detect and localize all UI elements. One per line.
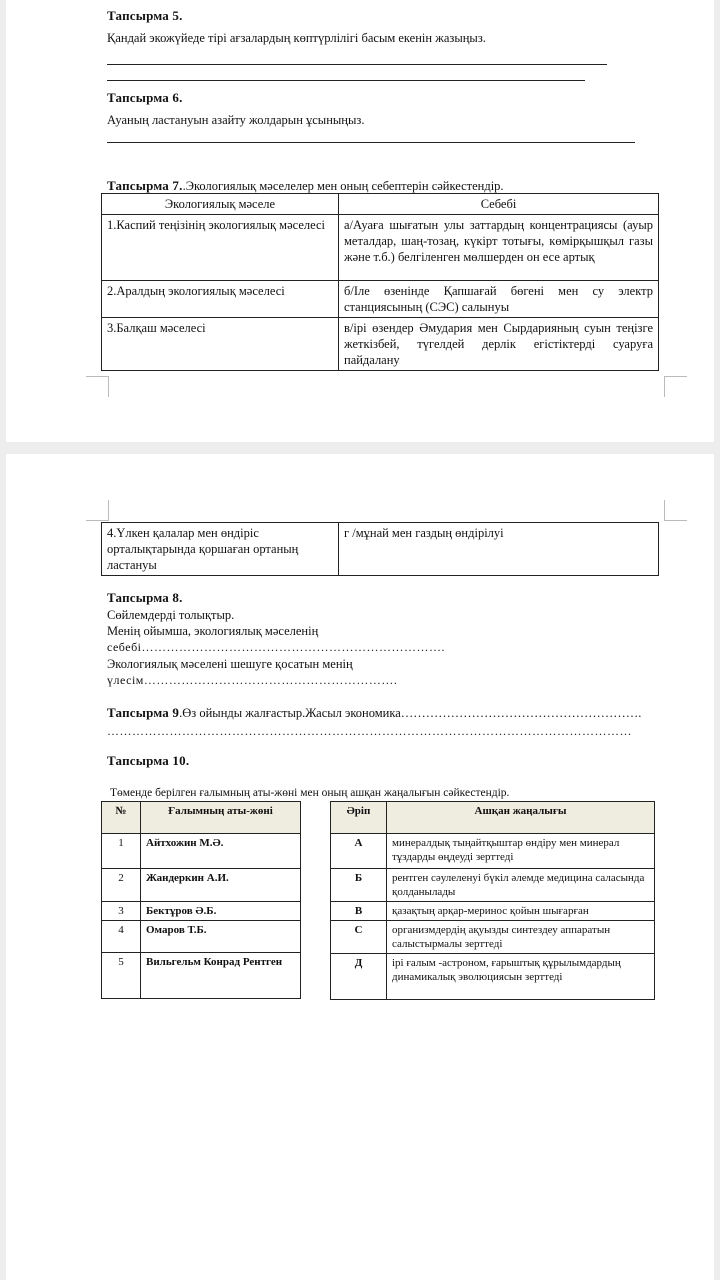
- row-number: 3: [102, 902, 141, 921]
- problem-cell: 4.Үлкен қалалар мен өндіріс орталықтарында қоршаған ортаның ластануы: [102, 523, 339, 576]
- discoveries-table: [330, 801, 655, 1000]
- task5-title: Тапсырма 5.: [107, 8, 183, 23]
- task6-title: Тапсырма 6.: [107, 90, 183, 105]
- column-header: Себебі: [339, 194, 659, 215]
- task7-heading: [107, 178, 504, 194]
- task9-dots: ………………………………………………………………………………………………………………: [107, 724, 632, 738]
- crop-mark: [664, 500, 687, 521]
- problem-cell: 3.Балқаш мәселесі: [102, 318, 339, 371]
- discovery-cell: ірі ғалым -астроном, ғарыштық құрылымдардың динамикалық эволюциясын зерттеді: [387, 954, 655, 1000]
- cause-cell: г /мұнай мен газдың өндірілуі: [339, 523, 659, 576]
- table-row: [331, 902, 655, 921]
- table-row: [331, 954, 655, 1000]
- problem-cell: 1.Каспий теңізінің экологиялық мәселесі: [102, 215, 339, 281]
- task7-instruction: .Экологиялық мәселелер мен оның себептерін сәйкестендір.: [182, 179, 504, 193]
- column-header: Ғалымның аты-жөні: [141, 802, 301, 834]
- scientists-table: [101, 801, 301, 999]
- task7-title: Тапсырма 7.: [107, 178, 183, 193]
- table-row: [102, 869, 301, 902]
- table-header-row: [331, 802, 655, 834]
- letter-cell: В: [331, 902, 387, 921]
- task8-line5: үлесім…………………………………………………….: [107, 673, 398, 687]
- table-row: [331, 834, 655, 869]
- letter-cell: С: [331, 921, 387, 954]
- table-row: [102, 921, 301, 953]
- task8-line3: себебі……………………………………………………………….: [107, 640, 446, 654]
- task10-title: Тапсырма 10.: [107, 753, 190, 768]
- scientist-name: Айтхожин М.Ә.: [141, 834, 301, 869]
- table-row: [102, 902, 301, 921]
- document-page-2: [6, 454, 714, 1280]
- row-number: 1: [102, 834, 141, 869]
- task8-line2: Менің ойымша, экологиялық мәселенің: [107, 624, 319, 638]
- eco-problems-table-continued: [101, 522, 659, 576]
- table-row: [102, 523, 659, 576]
- scientist-name: Жандеркин А.И.: [141, 869, 301, 902]
- discovery-cell: организмдердің ақуызды синтездеу аппаратын салыстырмалы зерттеді: [387, 921, 655, 954]
- discovery-cell: рентген сәулеленуі бүкіл әлемде медицина саласында қолданылады: [387, 869, 655, 902]
- cause-cell: б/Іле өзенінде Қапшағай бөгені мен су электр станциясының (СЭС) салынуы: [339, 281, 659, 318]
- row-number: 5: [102, 953, 141, 999]
- answer-line: [107, 80, 585, 81]
- table-row: [102, 953, 301, 999]
- crop-mark: [86, 500, 109, 521]
- cause-cell: в/ірі өзендер Әмудария мен Сырдарияның суын теңізге жеткізбей, түгелдей дерлік егістіктерді суаруға пайдалану: [339, 318, 659, 371]
- table-header-row: [102, 802, 301, 834]
- document-page-1: [6, 0, 714, 442]
- table-row: [102, 281, 659, 318]
- task9-title: Тапсырма 9: [107, 705, 180, 720]
- letter-cell: Д: [331, 954, 387, 1000]
- answer-line: [107, 142, 635, 143]
- crop-mark: [664, 376, 687, 397]
- problem-cell: 2.Аралдың экологиялық мәселесі: [102, 281, 339, 318]
- column-header: Әріп: [331, 802, 387, 834]
- crop-mark: [86, 376, 109, 397]
- task10-instruction: Төменде берілген ғалымның аты-жөні мен оның ашқан жаңалығын сәйкестендір.: [110, 787, 510, 799]
- letter-cell: А: [331, 834, 387, 869]
- task6-question: Ауаның ластануын азайту жолдарын ұсыныңыз.: [107, 113, 365, 127]
- answer-line: [107, 64, 607, 65]
- eco-problems-table: [101, 193, 659, 371]
- task8-title: Тапсырма 8.: [107, 590, 183, 605]
- discovery-cell: қазақтың арқар-меринос қойын шығарған: [387, 902, 655, 921]
- task5-question: Қандай экожүйеде тірі ағзалардың көптүрлілігі басым екенін жазыңыз.: [107, 31, 486, 45]
- column-header: Ашқан жаңалығы: [387, 802, 655, 834]
- table-row: [102, 834, 301, 869]
- cause-cell: а/Ауаға шығатын улы заттардың концентрациясы (ауыр металдар, шаң-тозаң, күкірт тотығы, көмірқышқыл газы және т.б.) белгіленген мөлшерден он есе артық: [339, 215, 659, 281]
- table-row: [331, 869, 655, 902]
- task8-line4: Экологиялық мәселені шешуге қосатын менің: [107, 657, 353, 671]
- scientist-name: Вильгельм Конрад Рентген: [141, 953, 301, 999]
- scientist-name: Бектұров Ә.Б.: [141, 902, 301, 921]
- scientist-name: Омаров Т.Б.: [141, 921, 301, 953]
- table-header-row: [102, 194, 659, 215]
- column-header: №: [102, 802, 141, 834]
- task8-line1: Сөйлемдерді толықтыр.: [107, 608, 235, 622]
- task9-heading: [107, 705, 641, 721]
- discovery-cell: минералдық тыңайтқыштар өндіру мен минерал тұздарды өңдеуді зерттеді: [387, 834, 655, 869]
- table-row: [331, 921, 655, 954]
- row-number: 2: [102, 869, 141, 902]
- letter-cell: Б: [331, 869, 387, 902]
- table-row: [102, 215, 659, 281]
- row-number: 4: [102, 921, 141, 953]
- column-header: Экологиялық мәселе: [102, 194, 339, 215]
- table-row: [102, 318, 659, 371]
- task9-text: .Өз ойынды жалғастыр.Жасыл экономика………………………………………………….: [179, 706, 642, 720]
